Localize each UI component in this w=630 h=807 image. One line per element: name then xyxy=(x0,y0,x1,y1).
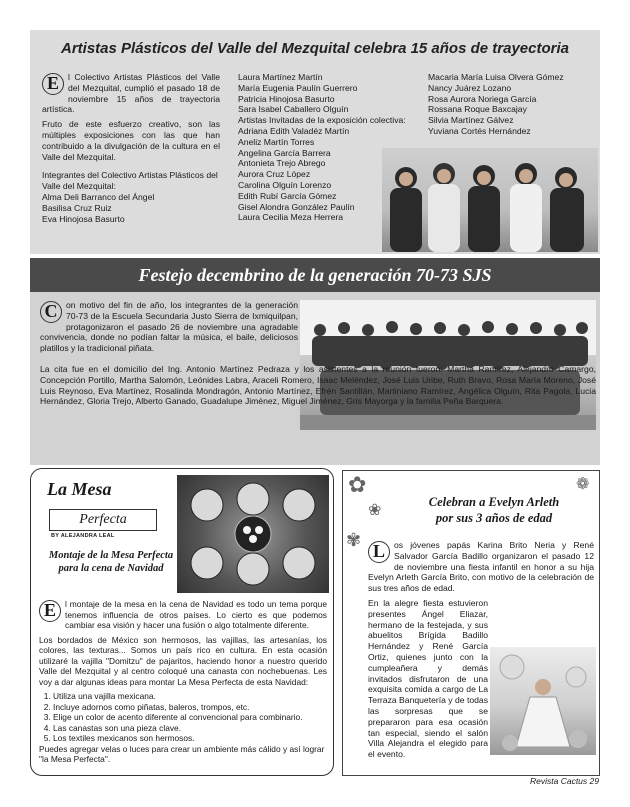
flower-icon: ✿ xyxy=(348,472,367,497)
column-logo-box: Perfecta xyxy=(49,509,157,531)
guest-name: Silvia Martínez Gálvez xyxy=(428,115,514,126)
article-title xyxy=(394,494,594,526)
guest-name: Nancy Juárez Lozano xyxy=(428,82,512,93)
guest-name: Aurora Cruz López xyxy=(238,169,311,180)
guests-heading: Artistas Invitadas de la exposición colectiva: xyxy=(238,115,406,126)
flower-icon: ❀ xyxy=(368,502,382,519)
member-name: Basilisa Cruz Ruiz xyxy=(42,202,112,213)
guest-name: Antonieta Trejo Abrego xyxy=(238,158,326,169)
flower-icon: ❁ xyxy=(576,476,590,493)
guest-name: Gisel Alondra González Paulín xyxy=(238,201,355,212)
guest-name: Laura Cecilia Meza Herrera xyxy=(238,212,344,223)
dropcap: E xyxy=(42,73,64,95)
list-item: 2. Incluye adornos como piñatas, baleros, trompos, etc. xyxy=(53,702,327,713)
article-festejo-decembrino xyxy=(30,258,600,465)
guest-name: Angelina García Barrera xyxy=(238,147,331,158)
title-line-1: Celebran a Evelyn Arleth xyxy=(428,495,560,509)
article-title: Montaje de la Mesa Perfecta para la cena de Navidad xyxy=(48,550,174,574)
list-item: 3. Elige un color de acento diferente al convencional para combinario. xyxy=(53,712,327,723)
christmas-table-photo xyxy=(177,475,329,593)
member-name: Patricia Hinojosa Basurto xyxy=(238,93,335,104)
title-line-2: por sus 3 años de edad xyxy=(435,511,553,525)
dropcap: C xyxy=(40,301,62,323)
column-logo-title: La Mesa xyxy=(47,479,112,499)
guest-name: Macaria María Luisa Olvera Gómez xyxy=(428,72,564,82)
article-paragraph: En la alegre fiesta estuvieron presentes Ángel Eliazar, hermano de la festejada, y sus abuelitos Brígida Badillo Hernández y René García Ortiz, quienes junto con la cumpleañera y demás invitados disfrutaron de una exquisita comida a cargo de La Terraza Banquetería y de todas las sorpresas que se prepararon para esa ocasión tan especial, siendo el salón Villa Alejandra el elegido para el evento. xyxy=(368,597,488,760)
article-column-1 xyxy=(42,72,220,224)
list-item: 4. Las canastas son una pieza clave. xyxy=(53,723,327,734)
article-intro xyxy=(42,72,220,115)
article-paragraph: Fruto de este esfuerzo creativo, son las múltiples exposiciones con las que han contribuido a la divulgación de la cultura en el Valle del Mezquital. xyxy=(42,119,220,162)
guest-name: Rossana Roque Baxcajay xyxy=(428,104,527,115)
member-name: Eva Hinojosa Basurto xyxy=(42,213,125,224)
members-heading: Integrantes del Colectivo Artistas Plásticos del Valle del Mezquital: xyxy=(42,170,218,192)
intro-text: on motivo del fin de año, los integrantes de la generación 70-73 de la Escuela Secundaria Justo Sierra de Ixmiquilpan, protagonizaron el pasado 26 de noviembre una agradable convivencia, donde no podían faltar la música, el baile, deliciosos platillos y la tradicional piñata. xyxy=(40,300,298,354)
article-mesa-perfecta xyxy=(30,468,334,776)
guest-name: Rosa Aurora Noriega García xyxy=(428,93,537,104)
guest-name: Edith Rubí García Gómez xyxy=(238,190,337,201)
dropcap: E xyxy=(39,600,61,622)
member-name: Sara Isabel Caballero Olguín xyxy=(238,104,349,115)
article-body: La cita fue en el domicilio del Ing. Antonio Martínez Pedraza y los asistentes a la reunión fueron: Martha Ramírez, Alejandro Camargo, Concepción Portillo, Martha Salomón, Leónides Labra, Araceli Romero, Isaac Meléndez, José Luis Uribe, Ruth Bravo, Rosa María Moreno, José Luis Reynoso, Eva Martínez, Rosalinda Mondragón, Antonio Martínez, Efrén Santillán, Martiniano Ramírez, Angélica Olguín, Rita Pagola, Lucia Hernández, Gloria Trejo, Alberto Ganado, Guadalupe Jiménez, Miguel Jiménez, Gris Mayorga y la familia Peña Barquera. xyxy=(40,364,596,407)
flower-icon: ✾ xyxy=(346,530,362,550)
birthday-girl-photo xyxy=(490,647,596,755)
article-body xyxy=(39,599,327,765)
group-photo-artists xyxy=(382,148,598,252)
article-artistas-plasticos xyxy=(30,30,600,254)
article-intro xyxy=(368,540,594,594)
closing-text: Puedes agregar velas o luces para crear un ambiente más cálido y así lograr "la Mesa Perfecta". xyxy=(39,743,325,764)
article-title: Artistas Plásticos del Valle del Mezquital celebra 15 años de trayectoria xyxy=(61,40,569,57)
article-column-3 xyxy=(428,72,600,137)
member-name: María Eugenia Paulín Guerrero xyxy=(238,82,358,93)
guest-name: Yuviana Cortés Hernández xyxy=(428,125,531,136)
intro-text: l montaje de la mesa en la cena de Navidad es todo un tema porque tenemos influencia de otros países. Lo cierto es que podemos cambiar esa visión y hacer una fusión o algo totalmente diferente. xyxy=(65,599,327,630)
page-footer: Revista Cactus 29 xyxy=(530,776,599,786)
guest-name: Adriana Edith Valadéz Martín xyxy=(238,125,350,136)
article-paragraph: Los bordados de México son hermosos, las vajillas, las artesanías, los colores, las texturas... Somos un país rico en cultura. En esta ocasión utilizaré la vajilla "Domitzu" de pajaritos, haciendo honor a nuestro querido Valle del Mezquital y al centro coloqué una canasta con nochebuenas. Les voy a dar algunas ideas para montar La Mesa Perfecta de esta Navidad: xyxy=(39,634,327,687)
guest-name: Carolina Olguín Lorenzo xyxy=(238,179,332,190)
tips-list xyxy=(53,691,327,744)
list-item: 1. Utiliza una vajilla mexicana. xyxy=(53,691,327,702)
article-evelyn-arleth xyxy=(342,470,600,776)
intro-text: os jóvenes papás Karina Brito Neria y René Salvador García Badillo organizaron el pasado 12 de noviembre una fiesta infantil en honor a su hija Evelyn Arleth García Brito, con motivo de la celebración de sus tres años de edad. xyxy=(368,540,594,594)
guest-name: Aneliz Martín Torres xyxy=(238,136,315,147)
dropcap: L xyxy=(368,541,390,563)
intro-text: l Colectivo Artistas Plásticos del Valle del Mezquital, cumplió el pasado 18 de noviembre 15 años de trayectoria artística. xyxy=(42,72,220,115)
article-intro xyxy=(39,599,327,631)
article-intro xyxy=(40,300,298,354)
member-name: Laura Martínez Martín xyxy=(238,72,323,82)
member-name: Alma Deli Barranco del Ángel xyxy=(42,191,155,202)
article-title: Festejo decembrino de la generación 70-73 SJS xyxy=(138,265,492,285)
list-item: 5. Los textiles mexicanos son hermosos. xyxy=(53,733,327,744)
byline: BY ALEJANDRA LEAL xyxy=(51,533,115,539)
